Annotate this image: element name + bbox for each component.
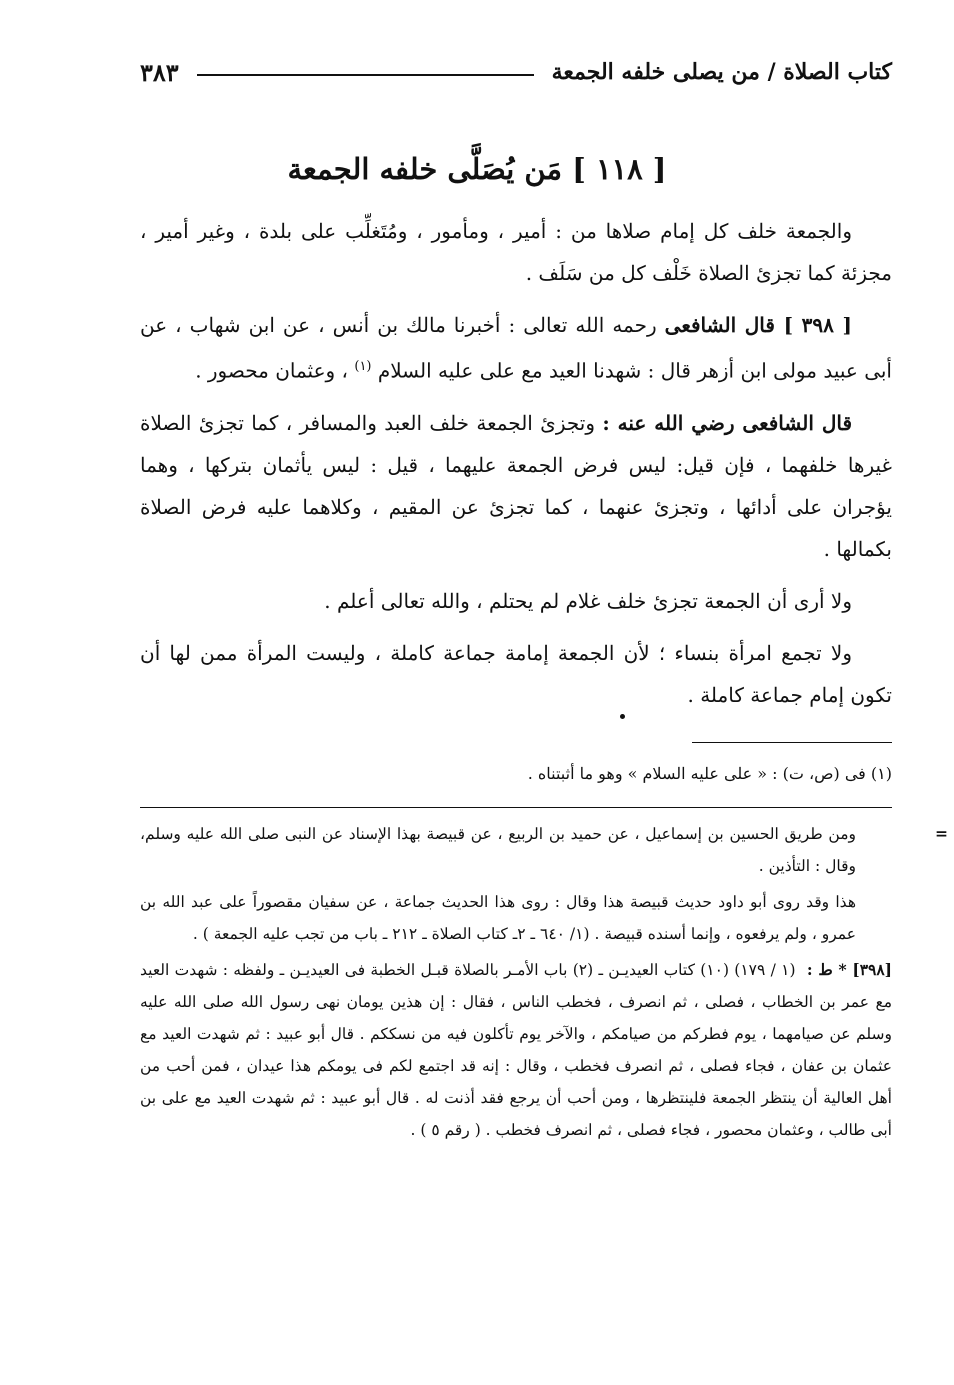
continuation-mark: =	[935, 824, 948, 843]
note-398-label: [٣٩٨] * ط :	[806, 960, 893, 979]
notes-rule	[140, 807, 892, 808]
note-continuation-text: ومن طريق الحسين بن إسماعيل ، عن حميد بن الربيع ، عن قبيصة بهذا الإسناد عن النبى صلى الله عليه وسلم، وقال : التأذين .	[140, 825, 856, 875]
hadith-text-end: ، وعثمان محصور .	[195, 358, 348, 383]
note-abu-dawud: هذا وقد روى أبو داود حديث قبيصة هذا وقال : روى هذا الحديث جماعة ، عن سفيان مقصوراً على عبد الله بن عمرو ، ولم يرفعوه ، وإنما أسنده قبيصة . (١/ ٦٤٠ ـ ٢ـ كتاب الصلاة ـ ٢١٢ ـ باب من تجب عليه الجمعة ) .	[140, 893, 856, 943]
hadith-text: رحمه الله تعالى : أخبرنا مالك بن أنس ، عن ابن شهاب ، عن أبى عبيد مولى ابن أزهر قال : شهدنا العيد مع على عليه السلام	[140, 313, 892, 383]
paragraph-boy: ولا أرى أن الجمعة تجزئ خلف غلام لم يحتلم ، والله تعالى أعلم .	[324, 588, 852, 613]
footnote-1: (١) فى (ص، ت) : « على عليه السلام » وهو ما أثبتناه .	[527, 764, 892, 783]
note-398-text: (١ / ١٧٩) (١٠) كتاب العيديـن ـ (٢) باب الأمـر بالصلاة قبـل الخطبة فى العيديـن ـ ولفظه : شهدت العيد مع عمر بن الخطاب ، فصلى ، ثم انصرف ، فخطب الناس ، فقال : إن هذين يومان نهى رسول الله صلى الله عليه وسلم عن صيامهما ، يوم فطركم من صيامكم ، والآخر يوم تأكلون فيه من نسككم . قال أبو عبيد : ثم شهدت العيد مع عثمان بن عفان ، فجاء فصلى ، ثم انصرف فخطب ، وقال : إنه قد اجتمع لكم فى يومكم هذا عيدان ، فمن أحب من أهل العالية أن ينتظر الجمعة فلينتظرها ، ومن أحب أن يرجع فقد أذنت له . قال أبو عبيد : ثم شهدت العيد مع على بن أبى طالب ، وعثمان محصور ، فجاء فصلى ، ثم انصرف فخطب . ( رقم ٥ ) .	[140, 961, 892, 1139]
paragraph-woman: ولا تجمع امرأة بنساء ؛ لأن الجمعة إمامة جماعة كاملة ، وليست المرأة ممن لها أن تكون إمام جماعة كاملة .	[140, 640, 892, 707]
note-continuation	[140, 818, 948, 882]
paragraph-shafii	[140, 402, 892, 570]
chapter-title: [ ١١٨ ] مَن يُصَلَّى خلفه الجمعة	[287, 152, 667, 186]
footnote-rule	[692, 742, 892, 743]
footnote-ref-1[interactable]: (١)	[354, 359, 372, 374]
hadith-number-label: [ ٣٩٨ ] قال الشافعى	[664, 313, 852, 337]
ink-dot	[620, 714, 625, 719]
main-text	[140, 210, 892, 726]
running-header	[140, 52, 892, 92]
shafii-text: وتجزئ الجمعة خلف العبد والمسافر ، كما تجزئ الصلاة غيرها خلفهما ، فإن قيل: ليس فرض الجمعة عليهما ، قيل : ليس يأثمان بتركها ، وهما يؤجران على أدائها ، وتجزئ عنهما ، كما تجزئ عن المقيم ، وكلاهما عليه فرض الصلاة بكمالها .	[140, 410, 892, 561]
speaker-label: قال الشافعى رضي الله عنه :	[602, 410, 853, 435]
note-398	[140, 954, 892, 1146]
editor-notes	[140, 818, 948, 1150]
paragraph-intro: والجمعة خلف كل إمام صلاها من : أمير ، ومأمور ، ومُتَغلِّب على بلدة ، وغير أمير ، مجزئة كما تجزئ الصلاة خَلْف كل من سَلَف .	[140, 219, 892, 285]
running-title: كتاب الصلاة / من يصلى خلفه الجمعة	[551, 59, 892, 85]
paragraph-hadith-398	[140, 304, 892, 392]
page-number: ٣٨٣	[140, 57, 179, 87]
header-rule	[197, 74, 534, 76]
